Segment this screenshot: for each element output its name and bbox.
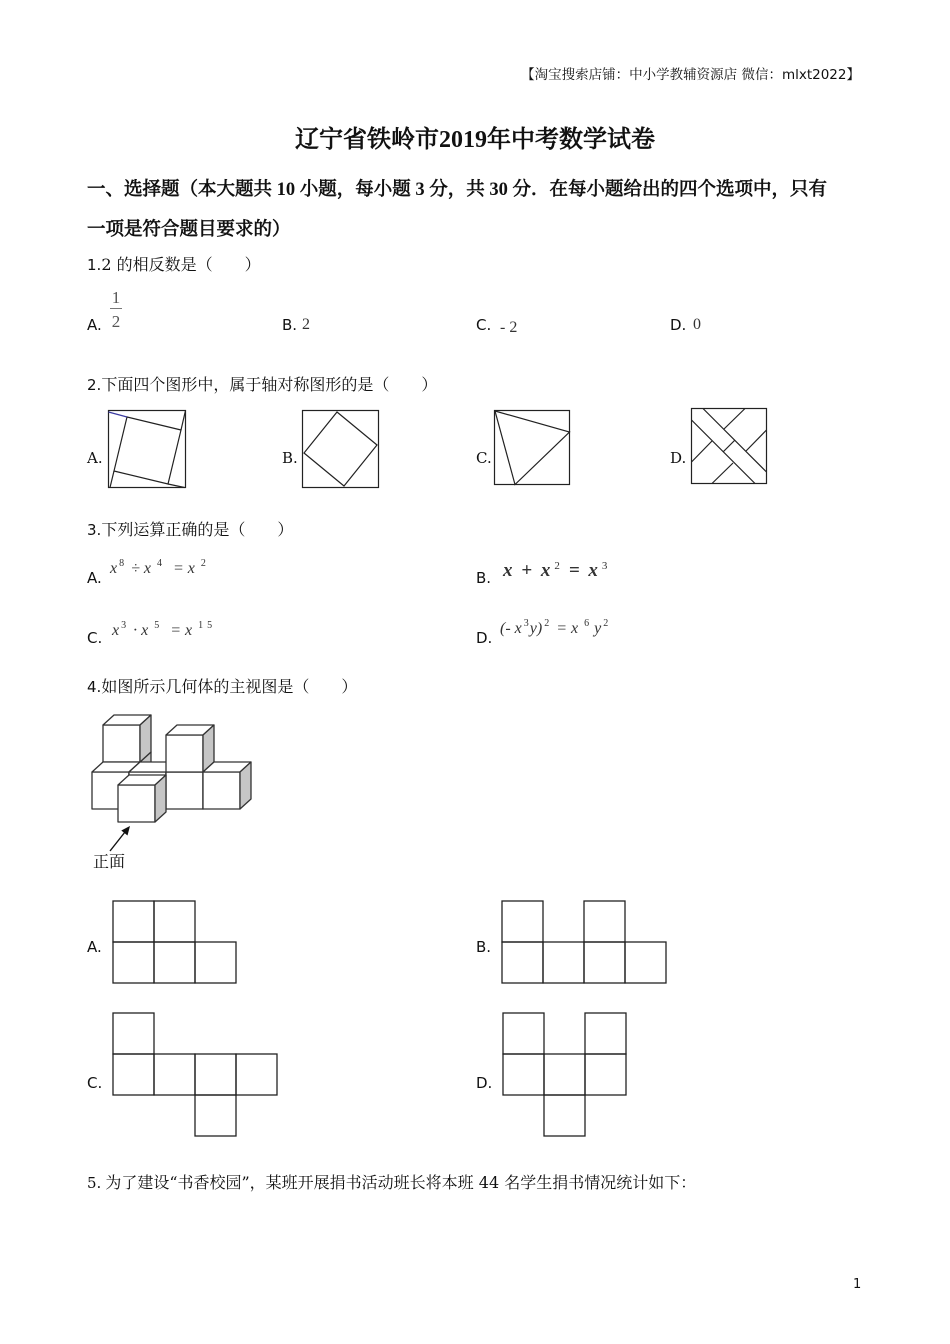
extension-line <box>110 471 114 488</box>
inner-tilted-square <box>304 412 377 486</box>
question-1-stem: 2 的相反数是（ ） <box>101 255 261 274</box>
cube-top-face <box>103 752 151 762</box>
q4-option-b-label: B. <box>476 938 492 956</box>
cross-line <box>712 463 733 484</box>
page-title: 辽宁省铁岭市2019年中考数学试卷 <box>295 127 655 153</box>
question-4-stem: 如图所示几何体的主视图是（ ） <box>101 677 358 696</box>
arrow-shaft <box>110 832 125 851</box>
math-term: y) $^2$ <box>529 618 550 637</box>
outer-square <box>692 409 767 484</box>
extension-line <box>168 484 185 488</box>
question-4-number: 4. <box>87 678 102 696</box>
header-note: 【淘宝搜索店铺：中小学教辅资源店 微信：mlxt2022】 <box>521 67 860 83</box>
cube-front-face <box>92 772 129 809</box>
cube-top-face <box>203 762 251 772</box>
fraction-bar <box>110 308 122 309</box>
math-term: ·x $^5$ <box>133 620 164 639</box>
math-term: y $^2$ <box>594 618 609 637</box>
cube-front-face <box>166 772 203 809</box>
q4-option-c-view <box>113 1013 277 1136</box>
view-square <box>543 942 584 983</box>
solid-cube <box>103 752 151 799</box>
q1-option-c-value: - 2 <box>500 319 518 336</box>
q2-option-d-label: D. <box>670 449 687 467</box>
view-square <box>113 1054 154 1095</box>
math-term: =x $^{15}$ <box>170 620 217 639</box>
view-square <box>195 942 236 983</box>
cross-line <box>746 430 767 451</box>
math-term: (- x $^3$ <box>500 618 529 637</box>
q3-option-b-expression <box>503 560 616 582</box>
inner-tilted-square <box>114 417 181 484</box>
cube-side-face <box>140 752 151 799</box>
cube-top-face <box>166 762 214 772</box>
solid-cube <box>203 762 251 809</box>
view-square <box>584 942 625 983</box>
q3-option-b-label: B. <box>476 569 492 587</box>
question-1 <box>87 255 261 276</box>
q4-option-a-view <box>113 901 236 983</box>
fraction-denominator: 2 <box>111 312 121 331</box>
fraction-numerator: 1 <box>111 288 121 307</box>
cube-front-face <box>203 772 240 809</box>
q3-option-c-expression <box>112 621 223 641</box>
outer-square <box>495 411 570 485</box>
cube-side-face <box>166 762 177 809</box>
cube-side-face <box>203 762 214 809</box>
page-number: 1 <box>853 1277 862 1292</box>
q1-option-b-value: 2 <box>302 316 310 333</box>
extension-line <box>109 412 128 417</box>
q4-option-d-view <box>503 1013 626 1136</box>
question-2-number: 2. <box>87 376 102 394</box>
cross-line <box>723 440 735 452</box>
q4-option-c-label: C. <box>87 1074 103 1092</box>
cube-side-face <box>240 762 251 809</box>
cube-front-face <box>166 735 203 772</box>
cross-line <box>692 441 713 462</box>
inner-triangle <box>495 411 570 485</box>
q4-option-d-label: D. <box>476 1074 493 1092</box>
q2-figure-c <box>495 411 570 485</box>
q1-option-b-label: B. <box>282 316 298 334</box>
cube-front-face <box>103 725 140 762</box>
q1-option-d-value: 0 <box>693 316 701 333</box>
cube-top-face <box>92 762 140 772</box>
extension-line <box>181 411 186 431</box>
cube-side-face <box>129 762 140 809</box>
cube-top-face <box>118 775 166 785</box>
view-square <box>585 1054 626 1095</box>
cube-top-face <box>166 725 214 735</box>
question-5-stem: 为了建设“书香校园”，某班开展捐书活动班长将本班 44 名学生捐书情况统计如下： <box>105 1173 697 1192</box>
solid-cube <box>118 775 166 822</box>
q3-option-d-expression <box>500 619 615 639</box>
math-term: = x $^3$ <box>568 560 610 581</box>
cross-line <box>724 409 745 430</box>
cube-side-face <box>140 715 151 762</box>
view-square <box>503 1013 544 1054</box>
question-4 <box>87 677 357 698</box>
solid-cube <box>92 762 140 809</box>
q1-option-c-label: C. <box>476 316 492 334</box>
outer-square <box>109 411 186 488</box>
question-1-number: 1. <box>87 256 102 274</box>
q2-option-a-label: A. <box>87 449 103 467</box>
view-square <box>195 1054 236 1095</box>
view-square <box>113 1013 154 1054</box>
q4-solid-figure <box>92 715 251 822</box>
view-square <box>544 1054 585 1095</box>
front-view-label: 正面 <box>93 852 126 871</box>
question-2 <box>87 375 437 396</box>
question-3-number: 3. <box>87 521 102 539</box>
q2-option-c-label: C. <box>476 449 492 467</box>
cube-front-face <box>118 785 155 822</box>
question-3-stem: 下列运算正确的是（ ） <box>101 520 294 539</box>
math-term: x $^8$ <box>110 558 125 577</box>
q2-figure-b <box>303 411 379 488</box>
view-square <box>113 942 154 983</box>
view-square <box>502 901 543 942</box>
q4-option-a-label: A. <box>87 938 102 956</box>
cube-side-face <box>203 725 214 772</box>
view-square <box>154 901 195 942</box>
solid-cube <box>103 715 151 762</box>
math-term: =x $^6$ <box>556 618 594 637</box>
math-term: =x $^2$ <box>173 558 210 577</box>
view-square <box>154 942 195 983</box>
solid-cube <box>166 725 214 772</box>
solid-cube <box>129 762 177 809</box>
view-square <box>113 901 154 942</box>
q1-option-a-label: A. <box>87 316 102 334</box>
view-square <box>625 942 666 983</box>
math-term: x $^3$ <box>112 620 127 639</box>
view-square <box>503 1054 544 1095</box>
question-5-number: 5. <box>87 1174 102 1192</box>
section-heading-line-1: 一、选择题（本大题共 10 小题，每小题 3 分，共 30 分．在每小题给出的四个选项中，只有 <box>87 180 828 200</box>
q4-option-b-view <box>502 901 666 983</box>
front-arrow <box>110 826 130 851</box>
view-square <box>154 1054 195 1095</box>
question-5 <box>87 1173 696 1194</box>
math-term: x + x $^2$ <box>503 560 562 581</box>
question-3 <box>87 520 293 541</box>
diagonal-line <box>703 409 767 473</box>
math-term: ÷x $^4$ <box>131 558 166 577</box>
view-square <box>236 1054 277 1095</box>
q2-option-b-label: B. <box>282 449 298 467</box>
question-2-stem: 下面四个图形中，属于轴对称图形的是（ ） <box>101 375 438 394</box>
section-heading-line-2: 一项是符合题目要求的） <box>87 220 291 240</box>
q3-option-c-label: C. <box>87 629 103 647</box>
q2-figure-a <box>109 411 186 488</box>
cube-front-face <box>103 762 140 799</box>
cube-side-face <box>155 775 166 822</box>
view-square <box>195 1095 236 1136</box>
cube-top-face <box>103 715 151 725</box>
view-square <box>544 1095 585 1136</box>
q2-figure-d <box>692 409 767 484</box>
solid-cube <box>166 762 214 809</box>
diagonal-line <box>692 420 756 484</box>
cube-top-face <box>129 762 177 772</box>
view-square <box>584 901 625 942</box>
cube-front-face <box>129 772 166 809</box>
view-square <box>585 1013 626 1054</box>
q3-option-d-label: D. <box>476 629 493 647</box>
view-square <box>502 942 543 983</box>
outer-square <box>303 411 379 488</box>
arrow-head <box>121 826 130 836</box>
q1-option-d-label: D. <box>670 316 687 334</box>
q3-option-a-label: A. <box>87 569 102 587</box>
q1-option-a-fraction <box>109 288 123 332</box>
q3-option-a-expression <box>110 559 217 579</box>
